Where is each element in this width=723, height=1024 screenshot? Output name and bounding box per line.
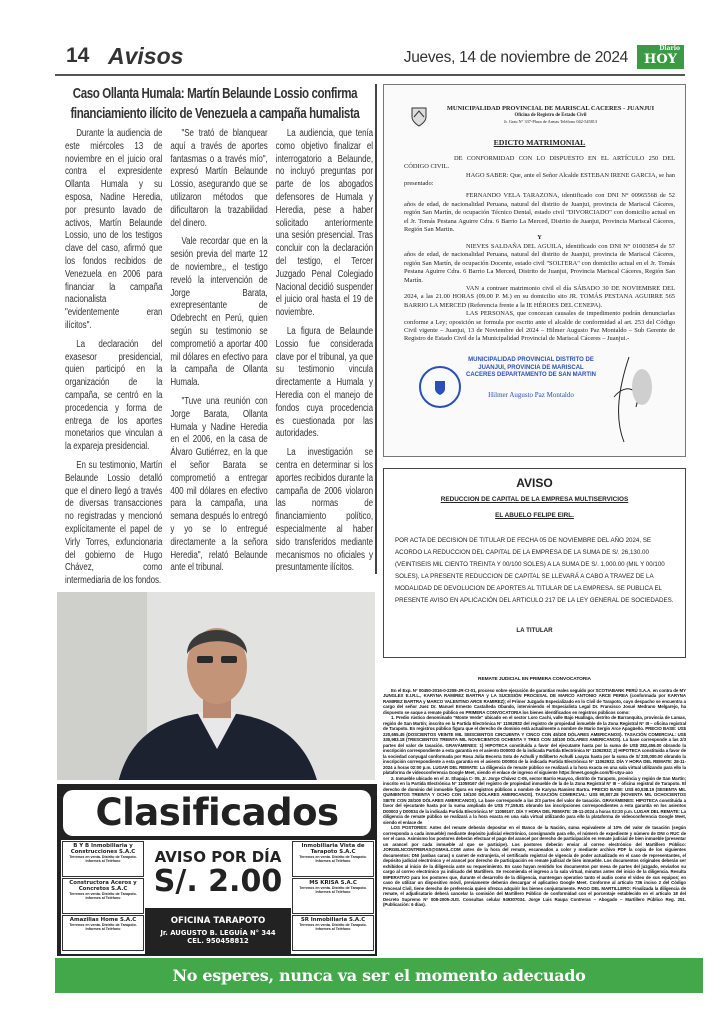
edict-paragraph: VAN a contraer matrimonio civil el día SÁBADO 30 DE NOVIEMBRE DEL 2024, a las 21.00 HORAS (09.00 P. M.) en su domicilio sito JR. TOMÁS PESTANA AGUIRRE 565 BARRIO LA MERCED (Referencia frente a la IE HÉROES DEL CENEPA). (404, 284, 675, 309)
ad-body: Terrenos en venta. Distrito de Tarapoto. Informes al Teléfono (299, 923, 367, 932)
office-info (145, 908, 291, 954)
judicial-auction-notice (383, 677, 686, 908)
ad-title: Amazilias Home S.A.C (69, 917, 137, 923)
edict-conjunction: Y (537, 234, 542, 242)
article-paragraph: En su testimonio, Martín Belaunde Lossio detalló que el dinero llegó a través de diversas transacciones no registradas y mencionó explícitamente el papel de Virly Torres, exfuncionaria del gobierno de Hugo Chávez, como intermediaria de los fondos. (65, 459, 163, 587)
stamp-text: MUNICIPALIDAD PROVINCIAL DISTRITO DE JUANJUI, PROVINCIA DE MARISCAL CACERES DEPARTAMENTO DE SAN MARTIN (466, 357, 597, 378)
logo-small-text: Diario (659, 45, 680, 52)
logo-big-text: HOY (644, 52, 677, 67)
classifieds-price-panel (145, 840, 291, 954)
ad-body: Terrenos en venta. Distrito de Tarapoto. Informes al Teléfono (69, 923, 137, 932)
edict-org: MUNICIPALIDAD PROVINCIAL DE MARISCAL CACERES - JUANJUI (446, 105, 655, 112)
classified-ad (62, 915, 144, 951)
edict-address: Jr. Grau N° 337-Plaza de Armas Teléfono 042-545813 (503, 119, 598, 125)
article-body (65, 128, 373, 588)
ad-body: Terrenos en venta. Distrito de Tarapoto. Informes al Teléfono (299, 886, 367, 895)
section-title: Avisos (108, 43, 184, 69)
article-paragraph: Durante la audiencia de este miércoles 13 de noviembre en el juicio oral contra el expresidente Ollanta Humala y su esposa, Nadine Heredia, por presunto lavado de activos, Martín Belaunde Lossio, uno de los testigos clave del caso, afirmó que los fondos recibidos de Venezuela en 2006 para financiar la campaña nacionalista "evidentemente eran ilícitos". (65, 128, 163, 331)
ad-title: SR Inmobiliaria S.A.C (300, 917, 366, 923)
newspaper-logo (637, 45, 684, 69)
ad-body: Terrenos en venta. Distrito de Tarapoto. Informes al Teléfono (299, 855, 367, 864)
slogan-banner: No esperes, nunca va ser el momento adecuado (55, 958, 703, 993)
article-paragraph: "Tuve una reunión con Jorge Barata, Ollanta Humala y Nadine Heredia en el 2006, en la casa de Álvaro Gutiérrez, en la que el señor Barata se comprometió a entregar 400 mil dólares en efectivo para la campaña, una semana después lo entregó y yo se lo entregué directamente a la señora Heredia", relató Belaunde ante el tribunal. (170, 395, 268, 574)
remate-paragraph: 2. Inmueble ubicado en el Jr. Shapaja C- 05, Jr. Jorge Chávez C-05, sector Barrio Huayco, distrito de Tarapoto, provincia y región de San Martín; inscrito en la Partida Electrónica N° 11059167 del registro de propiedad inmueble de la de la Zona Registral N° III – oficina registral de Tarapoto. El derecho de dominio del inmueble figura en registros públicos a nombre de Karyna Ramirez Bartra. PRECIO BASE: US$ 60,538.19 (SESENTA MIL QUINIENTOS TREINTA Y OCHO CON 19/100 DÓLARES AMERICANOS). TASACIÓN COMERCIAL: US$ 90,807.28 (NOVENTA MIL OCHOCIENTOS SIETE CON 28/100 DÓLARES AMERICANOS). La base corresponde a las 2/3 partes del valor de tasación. GRAVÁMENES: HIPOTECA constituida a favor del ejecutante hasta por la suma ampliada de US$ 77,155.81 obrando las inscripciones correspondientes a esta garantía en los asientos D00003 y D00034 de la indicada Partida Electrónica N° 11059167. DÍA Y HORA DEL REMATE: 28-11-2024 a horas 02:20 p.m. LUGAR DEL REMATE: La diligencia de remate público se realizará a la hora exacta en una sala virtual utilizando para ello la plataforma de videoconferencia Google Meet, siendo el enlace de (383, 775, 686, 825)
column-divider (375, 84, 377, 574)
classified-ad (62, 878, 144, 914)
article-paragraph: "Se trató de blanquear aquí a través de aportes fantasmas o a través mío", expresó Martín Belaunde Lossio, asegurando que se utilizaron métodos que dificultaron la trazabilidad del dinero. (170, 128, 268, 229)
header-divider (55, 74, 685, 76)
edict-paragraph: LAS PERSONAS, que conozcan causales de impedimento podrán denunciarlas conforme a Ley; oposición se formula por escrito ante el alcalde de conformidad al art. 253 del Código Civil vigente – Juanjui, 13 de Noviembre del 2024 – Hilmer Augusto Paz Montaldo – Sub Gerente de Registro de Estado Civil de la Municipalidad Provincial de Mariscal Cáceres – Juanjui.- (404, 310, 675, 343)
article-paragraph: Vale recordar que en la sesión previa del marte 12 de noviembre,, el testigo reveló la intervención de Jorge Barata, exrepresentante de Odebrecht en Perú, quien según su testimonio se comprometió a aportar 400 mil dólares en efectivo para la campaña de Ollanta Humala. (170, 236, 268, 389)
article-photo (57, 592, 375, 780)
ad-body: Terrenos en venta. Distrito de Tarapoto. Informes al Teléfono (69, 892, 137, 901)
edict-office: Oficina de Registro de Estado Civil (514, 113, 587, 119)
classifieds-left-column (61, 840, 145, 954)
ad-title: Constructora Aceros y Concretos S.A.C (69, 880, 137, 892)
municipal-shield-icon (411, 105, 427, 127)
remate-paragraph: 1. Predio rústico denominado "Monte Verde" ubicado en el sector Loro Cachi, valle Bajo Huallaga, distrito de Barranquita, provincia de Lamas, región de San Martín; inscrito en la Partida Electrónica N° 11062932 del registro de propiedad inmueble de la Zona Registral N° III – oficina registral de Tarapoto. En registros público figura que el derecho de dominio está actualmente a nombre de Mario Sergio Arce Apagüeño. PRECIO BASE: US$ 220,655.45 (DOSCIENTOS VEINTE MIL SEISCIENTOS CINCUENTA Y CINCO CON 45/100 DÓLARES AMERICANOS). TASACIÓN COMERCIAL: US$ 330,983.18 (TRESCIENTOS TREINTA MIL NOVECIENTOS OCHENTA Y TRES CON 18/100 DÓLARES AMERICANOS). La base corresponde a las 2/3 partes del valor de tasación. GRAVÁMENES: 1) HIPOTECA constituida a favor del ejecutante hasta por la suma de US$ 282,456.00 obrando la inscripción correspondiente a esta garantía en el asiento D00003 de la indicada Partida Electrónica N° 11062932; 2) HIPOTECA constituida a favor de la sociedad conyugal conformada por Rosa Julia Becerra Sota de Achulli y Edilberto Achulli Loayza hasta por la suma de S/ 330,000.00 obrando la inscripción correspondiente a esta garantía en el asiento D00004 de la indicada Partida Electrónica N° 11062932. DÍA Y HORA DEL REMATE: 28-11-2024 a horas 02:00 p.m. LUGAR DEL REMATE: La diligencia de remate público se realizará a la hora exacta en una sala virtual utilizando para ello la plataforma de videoconferencia Google Meet, siendo el enlace de ingreso el siguiente https://meet.google.com/fti-utyu-axo (383, 715, 686, 775)
aviso-signature: LA TITULAR (516, 627, 553, 634)
aviso-subtitle: REDUCCION DE CAPITAL DE LA EMPRESA MULTISERVICIOS (440, 496, 629, 503)
classifieds-right-column (291, 840, 375, 954)
office-address: Jr. AUGUSTO B. LEGUÍA N° 344 (160, 929, 276, 937)
remate-title: REMATE JUDICIAL EN PRIMERA CONVOCATORIA (478, 677, 591, 682)
article-paragraph: La declaración del exasesor presidencial, quien participó en la organización de la campaña, se centró en la procedencia y forma de entrega de los aportes monetarios que vinculan a la expareja presidencial. (65, 338, 163, 453)
page-number: 14 (66, 44, 90, 67)
classified-ad (292, 841, 374, 877)
marriage-edict-notice (383, 84, 686, 457)
classifieds-box (57, 784, 377, 956)
article-headline: Caso Ollanta Humala: Martín Belaunde Lossio confirma financiamiento ilícito de Venezuela a campaña humalista (70, 86, 360, 122)
signer-name: Hilmer Augusto Paz Montaldo (488, 391, 574, 399)
ad-title: MS KRISA S.A.C (309, 880, 357, 886)
price-value: S/. 2.00 (153, 864, 283, 899)
ad-body: Terrenos en venta. Distrito de Tarapoto. Informes al Teléfono (69, 855, 137, 864)
office-phone: CEL. 950458812 (187, 937, 249, 945)
article-paragraph: La investigación se centra en determinar si los aportes recibidos durante la campaña de 2006 violaron las normas de financiamiento político, especialmente al haber sido transferidos mediante mecanismos no oficiales y presuntamente ilícitos. (275, 447, 373, 574)
price-label: AVISO POR DÍA (154, 848, 282, 866)
office-name: OFICINA TARAPOTO (170, 916, 266, 926)
aviso-subtitle: EL ABUELO FELIPE EIRL. (495, 512, 574, 519)
edict-paragraph: FERNANDO VELA TARAZONA, identificado con DNI N° 00965568 de 52 años de edad, de nacionalidad Peruana, natural del distrito de Juanjui, provincia de Mariscal Cáceres, región San Martín, de ocupación Técnico Dental, estado civil "DIVORCIADO" con domicilio actual en el Jr. Tomás Pestana Aguirre Cdra. 6 Barrio La Merced, Distrito de Juanjui, Provincia Mariscal Cáceres, Región San Martin. (404, 192, 675, 234)
aviso-body: POR ACTA DE DECISION DE TITULAR DE FECHA 05 DE NOVIEMBRE DEL AÑO 2024, SE ACORDO LA REDUCCION DEL CAPITAL DE LA EMPRESA DE LA SUMA DE S/. 26,130.00 (VEINTISEIS MIL CIENTO TREINTA Y 00/100 SOLES) A LA SUMA DE S/. 1,000.00 (MIL Y 00/100 SOLES), LA PRESENTE REDUCCION DE CAPITAL SE LLEVARÁ A CABO A TRAVEZ DE LA MODALIDAD DE DEVOLUCION DE APORTES AL TITULAR DE LA EMPRESA. SE PUBLICA EL PRESENTE AVISO EN APLICACIÓN DEL ARTICULO 217 DE LA LEY GENERAL DE SOCIEDADES. (395, 537, 674, 604)
classified-ad (292, 878, 374, 914)
article-area (57, 84, 375, 780)
aviso-title: AVISO (516, 476, 553, 490)
remate-paragraph: LOS POSTORES: Antes del remate deberán depositar en el Banco de la Nación, suma equivalente al 10% del valor de tasación (según corresponda a cada inmueble) mediante depósito judicial electrónico, consignando para ello, el número de expediente y número de DNI o RUC de ser el caso. Asimismo los postores deberán efectuar el pago del arancel por derecho de participación en remate judicial de bien inmueble (presentar un arancel por cada inmueble al que se participe). Los postores deberán enviar al correo electrónico del Martillero Público: JORGELNCONTRERAS@GMAIL.COM antes de la hora del remate, escaneados a color y mediante archivo PDF la copia de los siguientes documentos: DNI (ambas caras) o carnet de extranjería, el certificado registral de vigencia de poder actualizado en el caso de representantes, el depósito judicial electrónico y el arancel por derecho de participación en remate judicial de bien inmueble. Los documentos originales deberán ser exhibidos al inicio de la diligencia ante su requerimiento. En caso hayan remitido los documentos por mesa de partes del juzgado, enviarlos su cargo al correo electrónico ya indicado del Martillero. Se recomienda el ingreso a la sala virtual, minutos antes del inicio de la diligencia. Resulta IMPERATIVO para los postores que, durante el desarrollo de la diligencia, mantengan operativo tanto el audio como el video de sus equipos; en caso de utilizar un dispositivo móvil, previamente deberán descargar el aplicativo Google Meet. Conforme al artículo 736 inciso 2 del Código Procesal Civil, tiene derecho de preferencia quien ofrezca adquirir los bienes conjuntamente. PAGO DEL MARTILLERO: Finalizada la diligencia de remate, el adjudicatario deberá cancelar la comisión del Martillero Público de conformidad con el porcentaje establecido en el artículo 18 del Decreto Supremo N° 008-2005-JUS. Consultas celular 949307034. Jorge Luis Raupa Contreras – Abogado – Martillero Público Reg. 251. (Publicación: 6 días). (383, 825, 686, 907)
issue-date: Jueves, 14 de noviembre de 2024 (403, 49, 628, 66)
edict-paragraph: DE CONFORMIDAD CON LO DISPUESTO EN EL ARTÍCULO 250 DEL CÓDIGO CIVIL. (404, 154, 675, 171)
ad-title: Inmobiliaria Vista de Tarapoto S.A.C (301, 843, 365, 855)
classified-ad (62, 841, 144, 877)
article-paragraph: La audiencia, que tenía como objetivo finalizar el interrogatorio a Belaunde, no incluyó preguntas por parte de los abogados defensores de Humala y Heredia, pese a haber solicitado anteriormente una sesión presencial. Tras concluir con la declaración del testigo, el Tercer Juzgado Penal Colegiado Nacional decidió suspender el juicio oral hasta el 19 de noviembre. (275, 128, 373, 319)
remate-paragraph: En el Exp. N° 00450-2016-0-2208-JR-CI-01, proceso sobre ejecución de garantías reales seguido por SCOTIABANK PERÚ S.A.A. en contra de MY JUNGLEX E.I.R.L., KARYNA RAMIREZ BARTRA y LA SUCESIÓN PROCESAL DE MARCO ANTONIO ARCE PEREA (conformada por KARYNA RAMIREZ BARTRA y MARCO VALENTINO ARCE RAMIREZ); el Primer Juzgado Especializado en lo Civil de Tarapoto, cuyo despacho se encuentra a cargo del señor Juez Dr. Manuel Ernesto Castañeda Obando, interviniendo el Especialista Legal Dr. Francisco Josué Medrano Melgarejo, ha dispuesto se saque a remate público en PRIMERA CONVOCATORIA los bienes identificados en registros públicos como: (383, 687, 686, 715)
classified-ad (292, 915, 374, 951)
ad-title: B Y B Inmobiliaria y Construcciones S.A.C (70, 843, 136, 855)
edict-paragraph: HAGO SABER: Que, ante el Señor Alcalde ESTEBAN IRENE GARCIA, se han presentado: (404, 171, 675, 188)
article-paragraph: La figura de Belaunde Lossio fue considerada clave por el tribunal, ya que su testimonio vincula directamente a Humala y Heredia con el manejo de fondos cuya procedencia es cuestionada por las autoridades. (275, 325, 373, 440)
capital-reduction-notice (383, 468, 686, 658)
classifieds-title: Clasificados (63, 790, 371, 836)
edict-title: EDICTO MATRIMONIAL (493, 138, 586, 148)
edict-paragraph: NIEVES SALDAÑA DEL AGUILA, identificado con DNI N° 01003854 de 57 años de edad, de nacionalidad Peruana, natural del distrito de Juanjui, provincia de Mariscal Cáceres, región San Martín, de ocupación Docente, estado civil "SOLTERA" con domicilio actual en el Jr. Tomás Pestana Aguirre Cdra. 6 Barrio La Merced, Distrito de Juanjui, Provincia Mariscal Cáceres, Región San Martín. (404, 242, 675, 284)
